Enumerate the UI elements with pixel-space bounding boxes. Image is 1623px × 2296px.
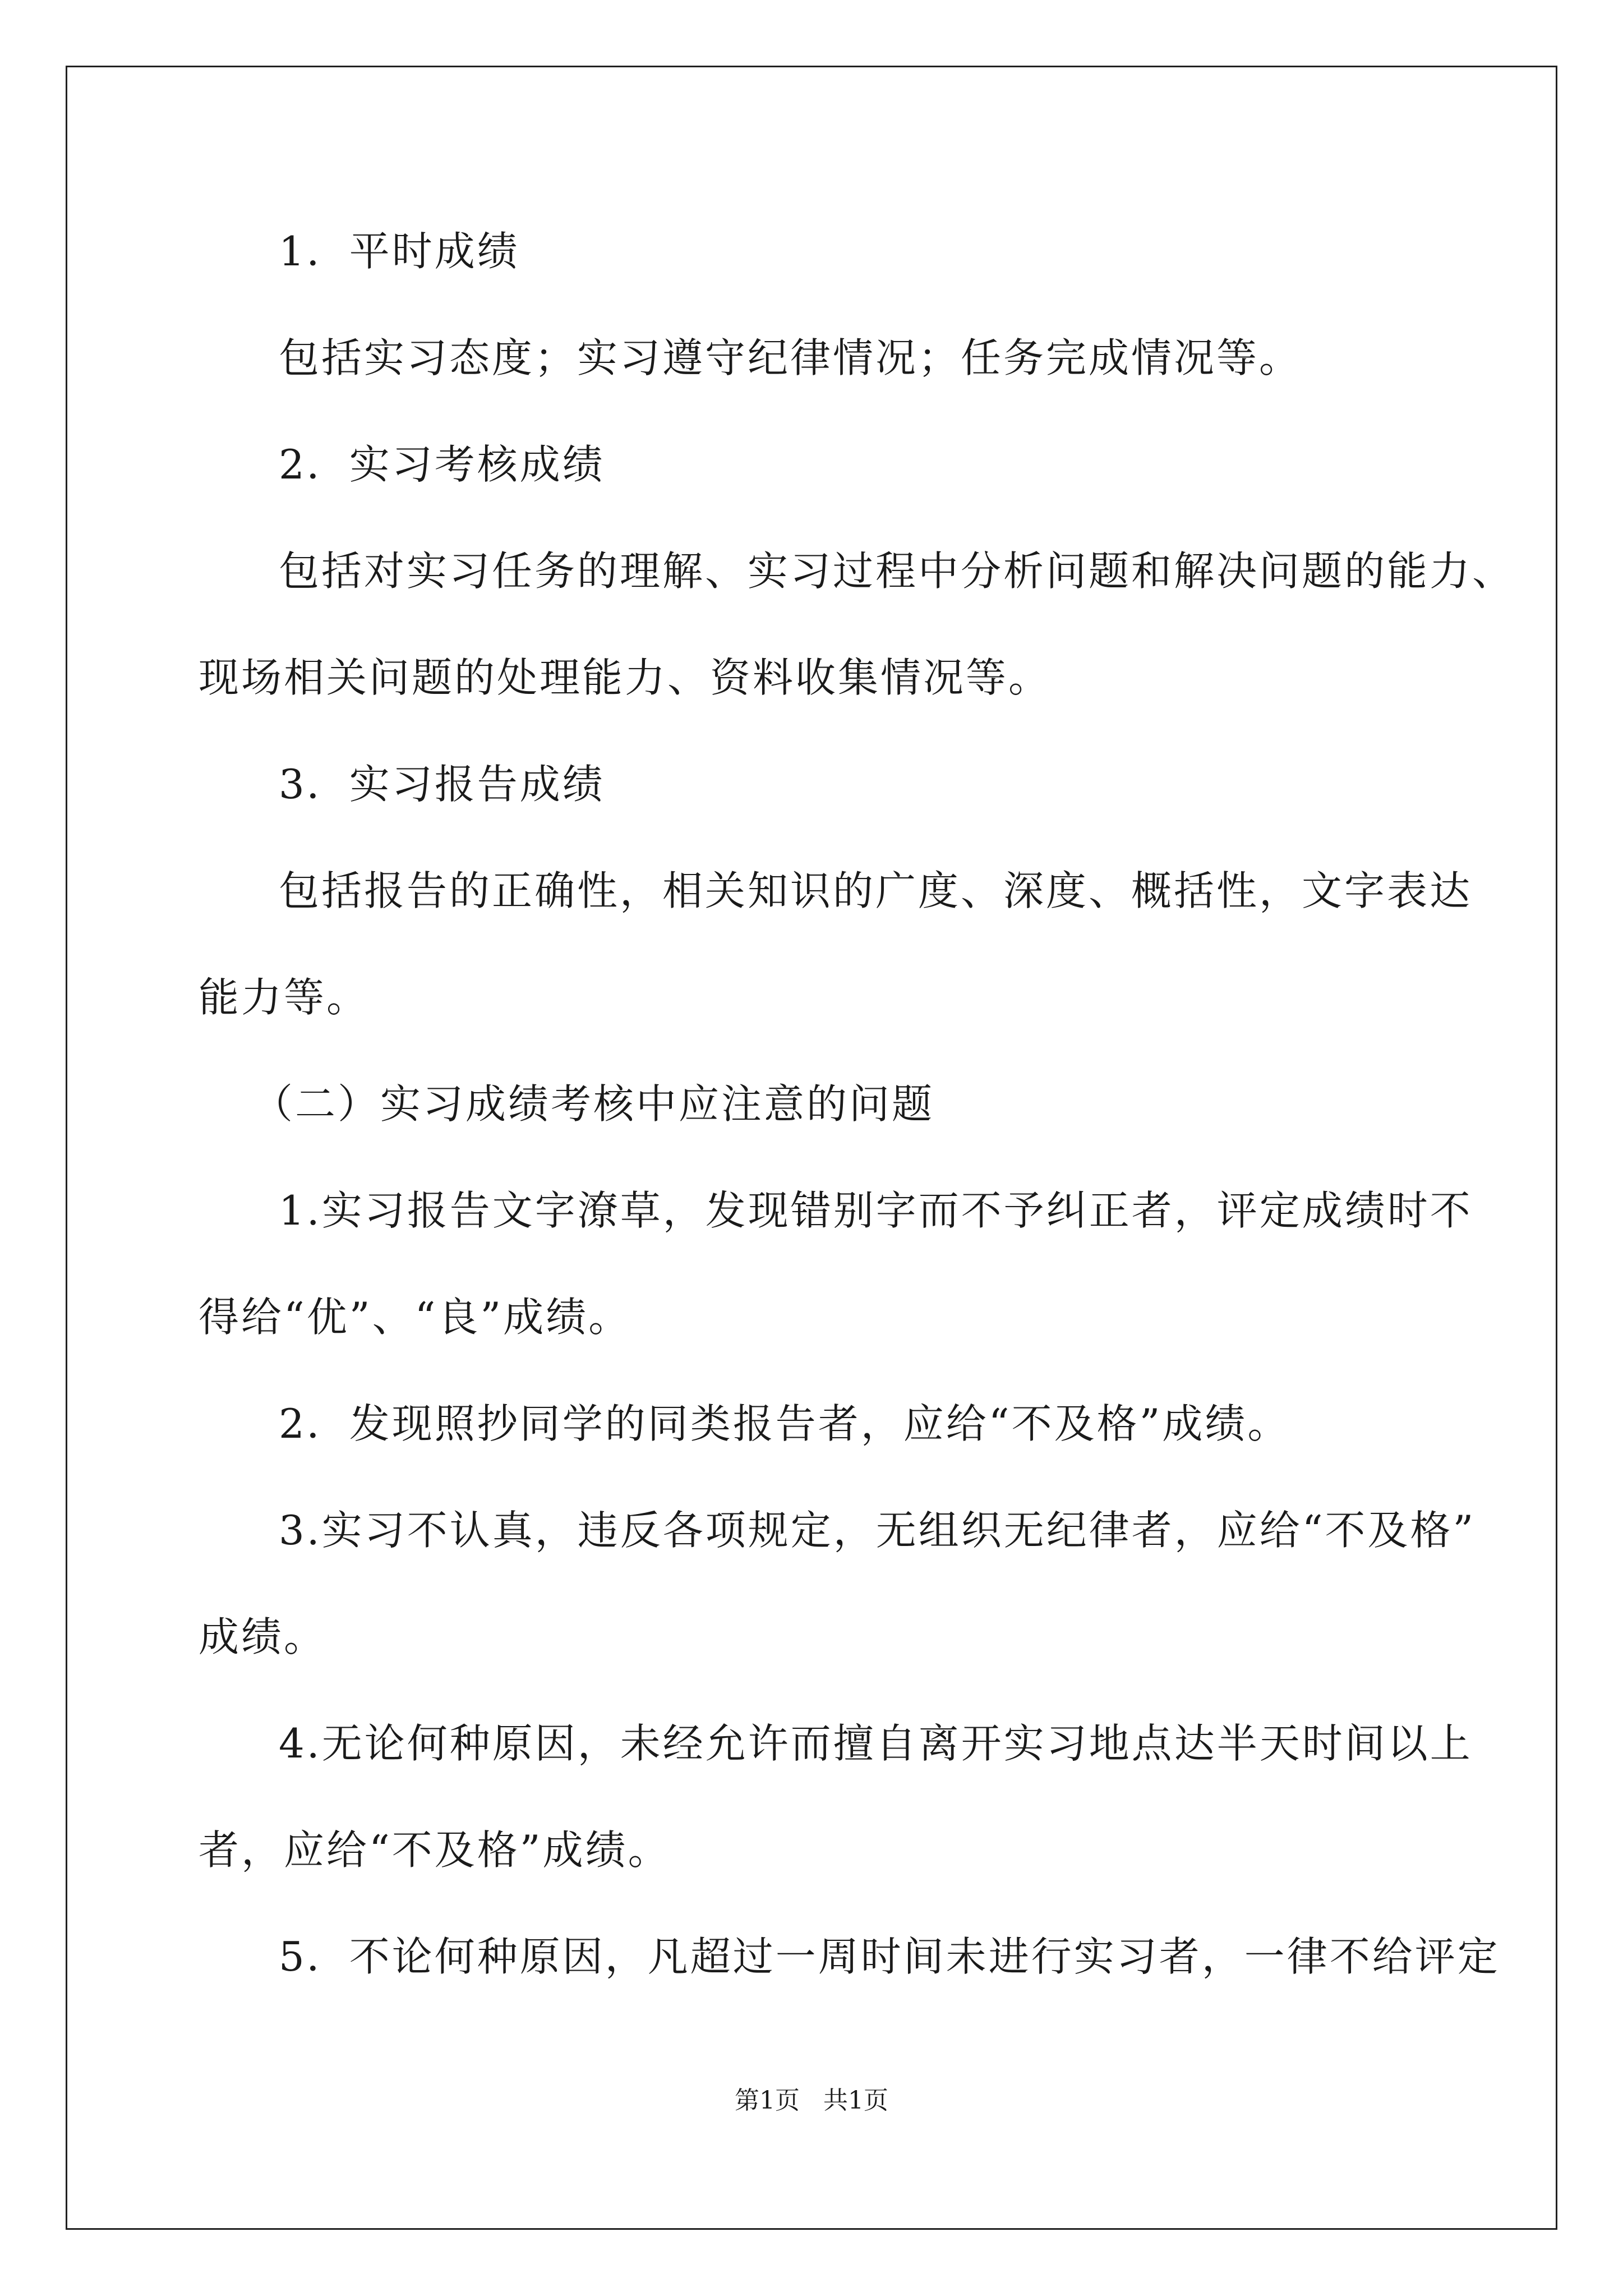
paragraph-text: 包括报告的正确性，相关知识的广度、深度、概括性，文字表达 bbox=[279, 867, 1473, 914]
page-footer bbox=[0, 2084, 1623, 2118]
paragraph-text: 包括对实习任务的理解、实习过程中分析问题和解决问题的能力、 bbox=[279, 547, 1515, 595]
section-heading: （二）实习成绩考核中应注意的问题 bbox=[252, 1080, 935, 1128]
page-total: 共1页 bbox=[823, 2086, 888, 2115]
page-border bbox=[66, 66, 1557, 2230]
paragraph-heading-2: 2．实习考核成绩 bbox=[279, 441, 605, 488]
list-item-1: 1.实习报告文字潦草，发现错别字而不予纠正者，评定成绩时不 bbox=[279, 1187, 1473, 1234]
paragraph-heading-1: 1．平时成绩 bbox=[279, 228, 520, 275]
list-item-3: 3.实习不认真，违反各项规定，无组织无纪律者，应给“不及格” bbox=[279, 1507, 1476, 1554]
paragraph-heading-3: 3．实习报告成绩 bbox=[279, 761, 605, 808]
page-number: 第1页 bbox=[735, 2086, 800, 2115]
list-item-1-continued: 得给“优”、“良”成绩。 bbox=[199, 1294, 631, 1341]
list-item-5: 5．不论何种原因，凡超过一周时间未进行实习者，一律不给评定 bbox=[279, 1933, 1500, 1980]
list-item-2: 2．发现照抄同学的同类报告者，应给“不及格”成绩。 bbox=[279, 1400, 1290, 1447]
paragraph-text-continued: 能力等。 bbox=[199, 974, 370, 1021]
list-item-4-continued: 者，应给“不及格”成绩。 bbox=[199, 1826, 671, 1874]
paragraph-text-continued: 现场相关问题的处理能力、资料收集情况等。 bbox=[199, 654, 1052, 701]
paragraph-text: 包括实习态度；实习遵守纪律情况；任务完成情况等。 bbox=[279, 334, 1302, 381]
list-item-4: 4.无论何种原因，未经允许而擅自离开实习地点达半天时间以上 bbox=[279, 1720, 1473, 1767]
list-item-3-continued: 成绩。 bbox=[199, 1613, 327, 1660]
